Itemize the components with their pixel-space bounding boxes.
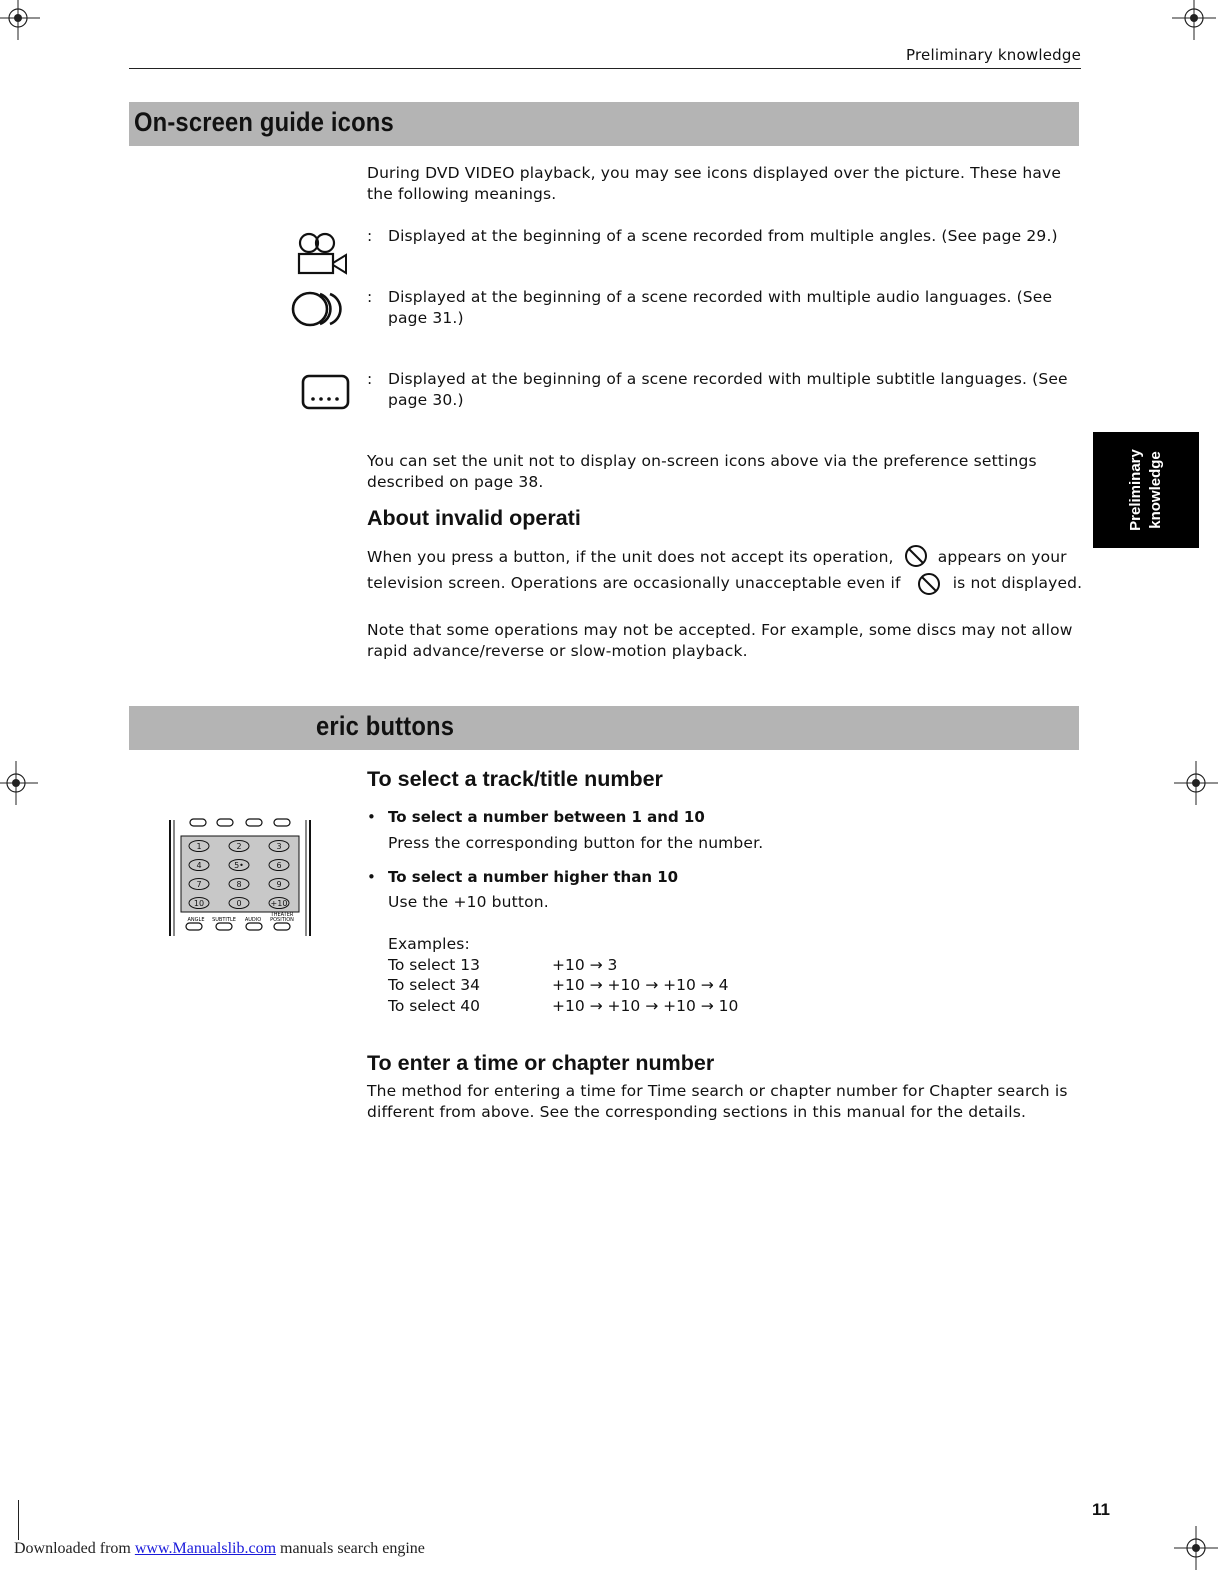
remote-key-label: 5•	[234, 861, 244, 870]
bullet-heading: To select a number higher than 10	[388, 868, 679, 886]
invalid-note: Note that some operations may not be accepted. For example, some discs may not allow rapid advance/reverse or slow-motion playback.	[367, 621, 1073, 660]
header-rule	[129, 68, 1081, 69]
icon-description: Displayed at the beginning of a scene recorded from multiple angles. (See page 29.)	[388, 227, 1058, 245]
registration-mark-icon	[1174, 761, 1218, 805]
remote-keypad-illustration	[160, 812, 320, 940]
examples-label: Examples:	[388, 935, 470, 953]
invalid-line-1: When you press a button, if the unit does not accept its operation, appears on your	[367, 544, 1067, 568]
bullet-dot: •	[367, 808, 376, 826]
subtitle-screen-icon	[299, 372, 353, 412]
bullet-text: Use the +10 button.	[388, 893, 549, 911]
remote-label: SUBTITLE	[212, 917, 236, 923]
remote-key-label: 0	[236, 899, 242, 908]
icon-description: Displayed at the beginning of a scene recorded with multiple audio languages. (See page 31.)	[388, 288, 1053, 327]
bullet-heading: To select a number between 1 and 10	[388, 808, 705, 826]
time-paragraph: The method for entering a time for Time search or chapter number for Chapter search is different from above. See the corresponding sections in this manual for the details.	[367, 1082, 1068, 1121]
crop-mark	[18, 1500, 19, 1540]
download-footer: Downloaded from www.Manualslib.com manuals search engine	[14, 1540, 425, 1557]
manualslib-link[interactable]: www.Manualslib.com	[134, 1540, 277, 1557]
section-band	[129, 102, 1079, 146]
select-heading: To select a track/title number	[367, 767, 663, 791]
settings-note: You can set the unit not to display on-screen icons above via the preference settings described on page 38.	[367, 452, 1037, 491]
remote-label: ANGLE	[187, 917, 205, 923]
angle-camera-icon	[294, 231, 352, 277]
bullet-text: Press the corresponding button for the number.	[388, 834, 764, 852]
registration-mark-icon	[0, 0, 40, 40]
remote-key-label: 9	[276, 880, 282, 889]
remote-key-label: 3	[276, 842, 282, 851]
time-heading: To enter a time or chapter number	[367, 1051, 715, 1075]
section-title: eric buttons	[316, 711, 455, 741]
registration-mark-icon	[1174, 1526, 1218, 1570]
remote-label: AUDIO	[244, 917, 262, 923]
invalid-heading: About invalid operati	[367, 506, 581, 530]
running-header: Preliminary knowledge	[906, 46, 1081, 64]
remote-key-label: 6	[276, 861, 282, 870]
side-tab	[1093, 432, 1199, 548]
remote-key-label: 4	[196, 861, 202, 870]
section-title: On-screen guide icons	[134, 107, 394, 137]
registration-mark-icon	[0, 761, 38, 805]
remote-key-label: 7	[196, 880, 202, 889]
bullet-dot: •	[367, 868, 376, 886]
prohibited-icon	[903, 544, 929, 568]
remote-label: THEATER	[270, 912, 294, 918]
section-band	[129, 706, 1079, 750]
remote-key-label: 8	[236, 880, 242, 889]
remote-label: POSITION	[270, 917, 294, 923]
remote-key-label: 10	[193, 899, 205, 908]
side-tab-label: Preliminary knowledge	[1127, 449, 1164, 531]
registration-mark-icon	[1172, 0, 1216, 40]
remote-key-label: 1	[196, 842, 202, 851]
invalid-line-2: television screen. Operations are occasionally unacceptable even if is not displayed.	[367, 572, 1082, 596]
remote-key-label: +10	[270, 899, 288, 908]
prohibited-icon	[916, 572, 942, 596]
remote-key-label: 2	[236, 842, 242, 851]
page-number: 11	[1092, 1500, 1110, 1519]
intro-paragraph: During DVD VIDEO playback, you may see icons displayed over the picture. These have the following meanings.	[367, 164, 1062, 203]
icon-description: Displayed at the beginning of a scene recorded with multiple subtitle languages. (See page 30.)	[388, 370, 1068, 409]
audio-languages-icon	[290, 290, 354, 328]
